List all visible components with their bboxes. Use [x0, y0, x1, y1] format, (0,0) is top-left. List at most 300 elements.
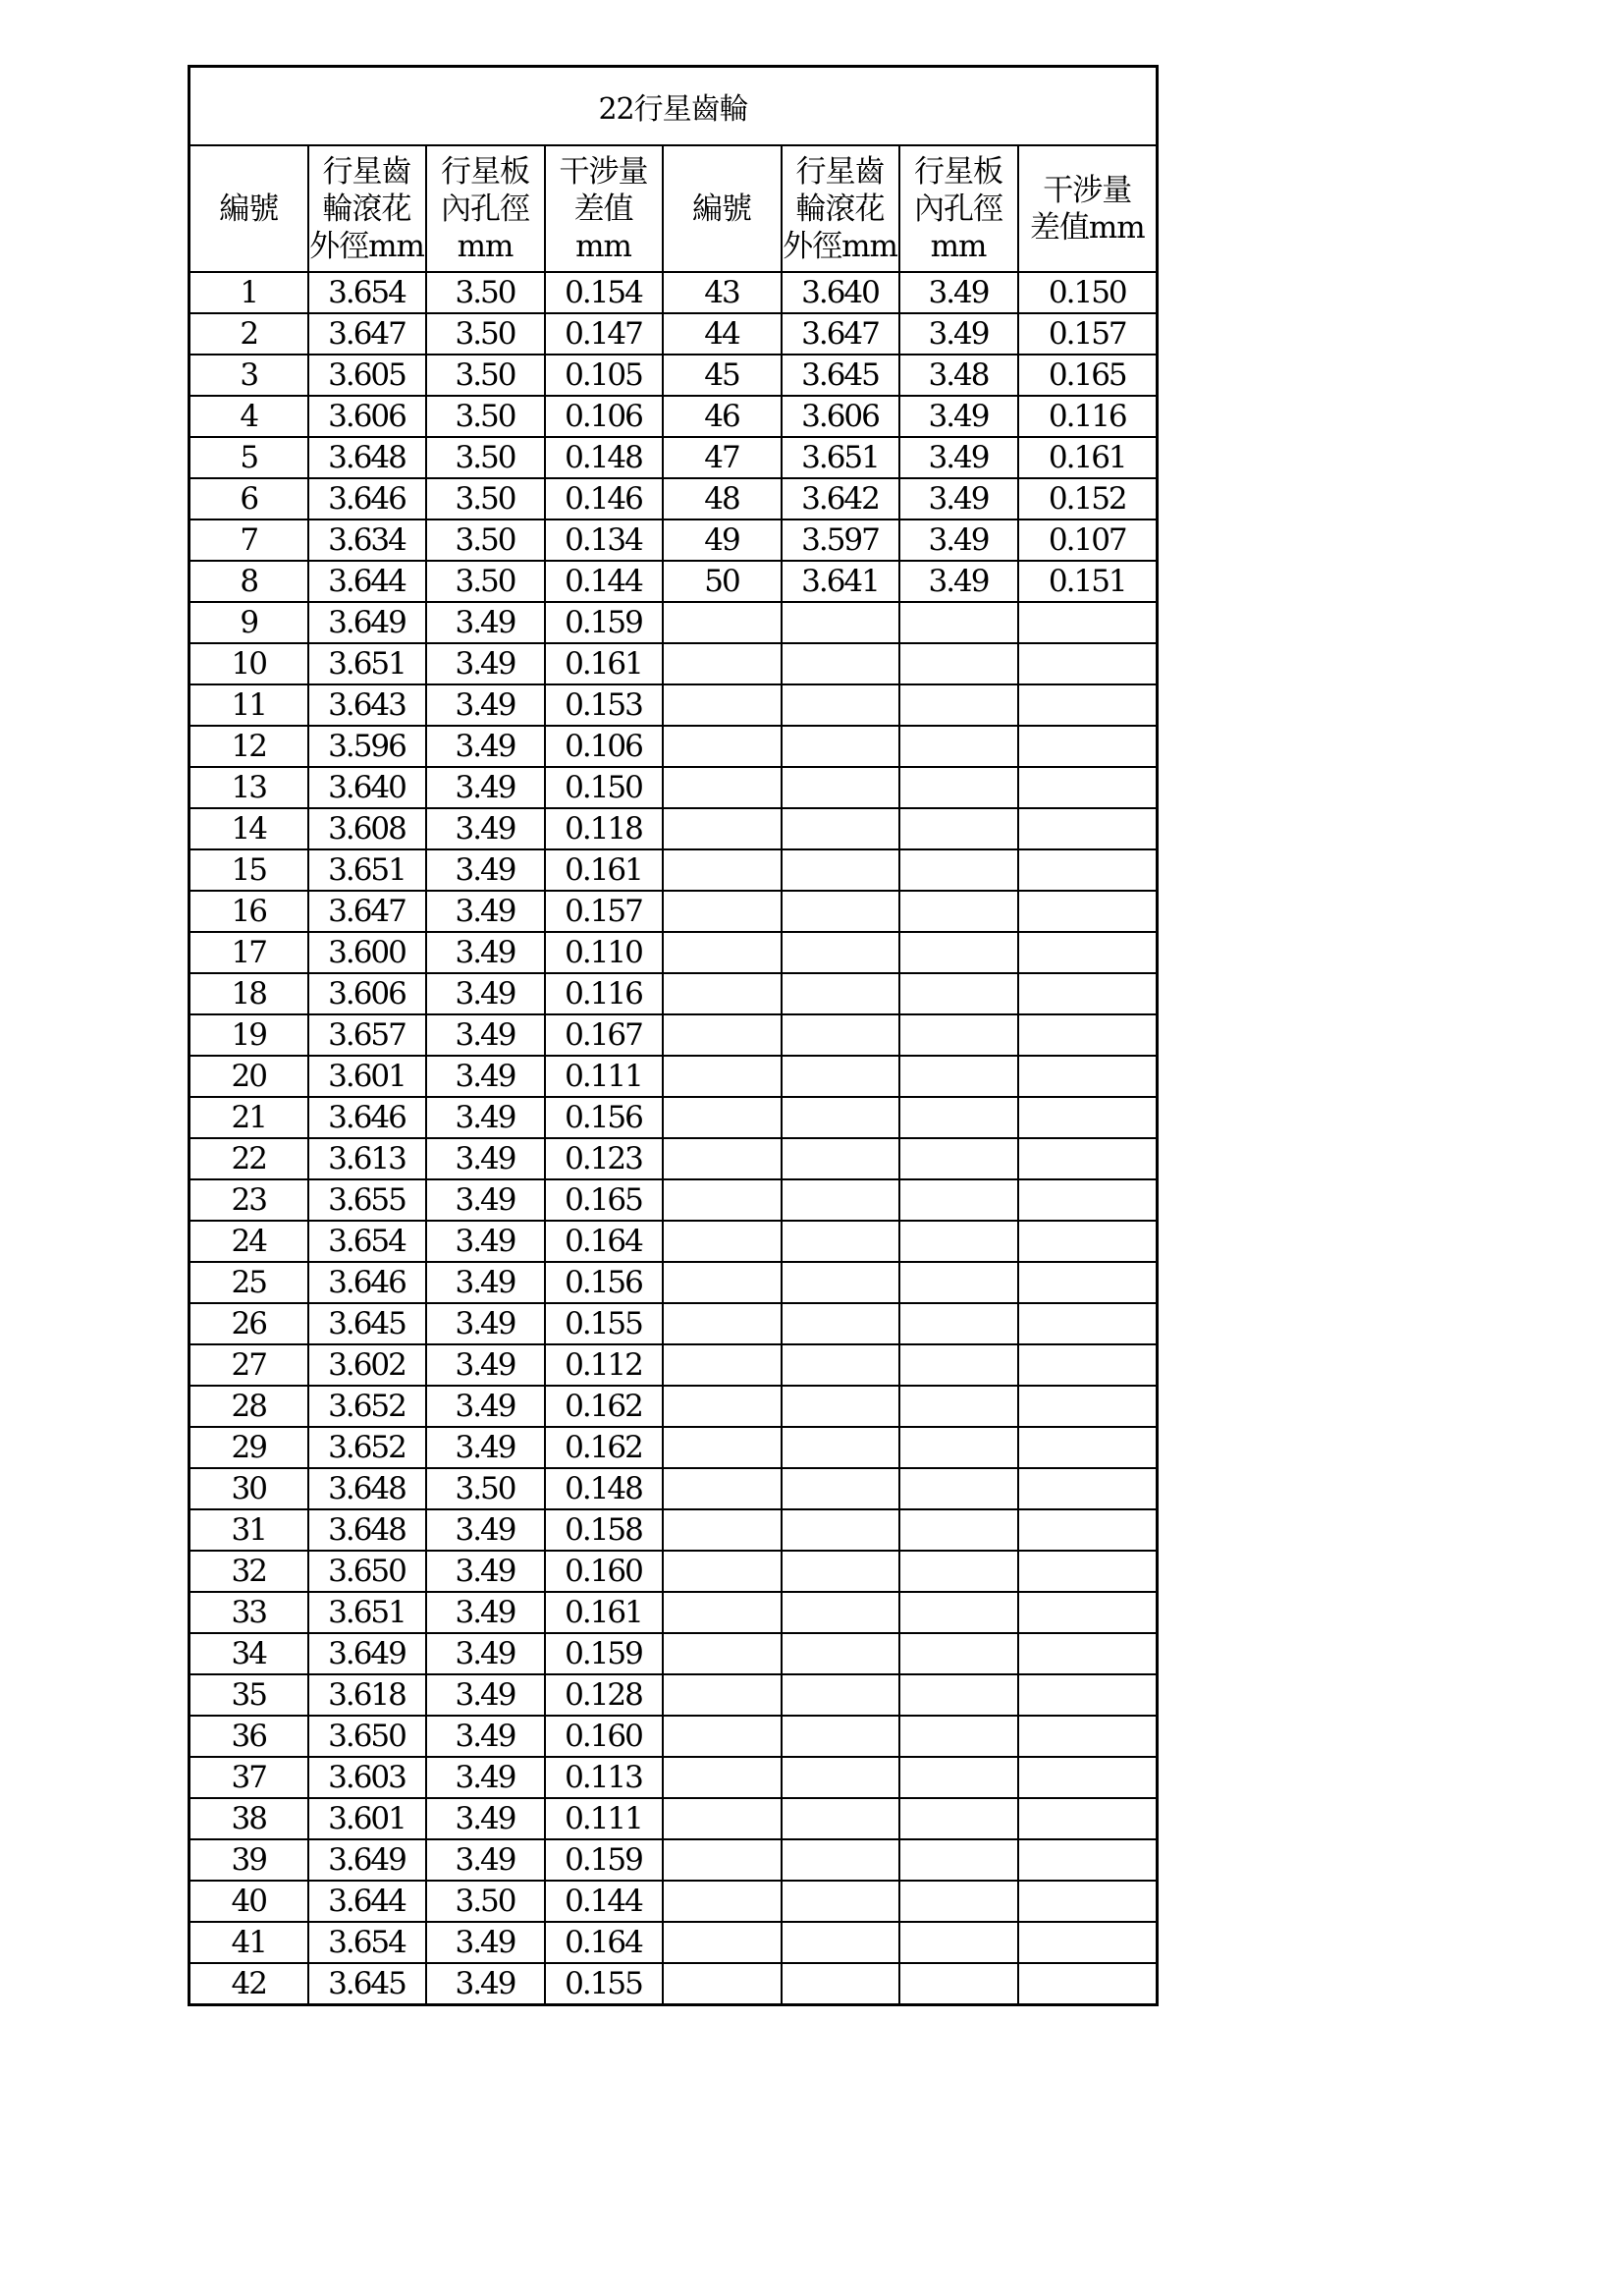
- cell-interference-right: [1018, 1798, 1158, 1839]
- cell-gear-od-left: 3.648: [308, 1509, 426, 1551]
- cell-plate-bore-right: [899, 1344, 1018, 1386]
- cell-plate-bore-right: [899, 684, 1018, 726]
- cell-gear-od-left: 3.645: [308, 1303, 426, 1344]
- cell-interference-left: 0.160: [545, 1551, 663, 1592]
- cell-id-right: [663, 1138, 782, 1179]
- cell-gear-od-right: [782, 684, 899, 726]
- cell-id-right: [663, 1344, 782, 1386]
- cell-gear-od-left: 3.646: [308, 1262, 426, 1303]
- cell-interference-left: 0.162: [545, 1427, 663, 1468]
- cell-gear-od-right: [782, 1592, 899, 1633]
- cell-id-right: [663, 1303, 782, 1344]
- cell-id-left: 18: [189, 973, 308, 1014]
- cell-id-left: 42: [189, 1963, 308, 2005]
- cell-interference-right: 0.107: [1018, 519, 1158, 561]
- cell-interference-right: [1018, 808, 1158, 849]
- cell-id-left: 17: [189, 932, 308, 973]
- cell-interference-left: 0.128: [545, 1674, 663, 1716]
- cell-plate-bore-left: 3.49: [426, 767, 545, 808]
- cell-plate-bore-left: 3.50: [426, 272, 545, 313]
- cell-interference-left: 0.159: [545, 1839, 663, 1881]
- cell-interference-right: [1018, 1303, 1158, 1344]
- cell-interference-left: 0.106: [545, 396, 663, 437]
- table-row: [189, 1509, 1158, 1551]
- cell-plate-bore-right: [899, 1262, 1018, 1303]
- cell-id-right: [663, 1633, 782, 1674]
- cell-interference-left: 0.116: [545, 973, 663, 1014]
- table-row: [189, 1014, 1158, 1056]
- cell-interference-right: [1018, 726, 1158, 767]
- cell-id-left: 5: [189, 437, 308, 478]
- cell-interference-right: [1018, 932, 1158, 973]
- cell-plate-bore-left: 3.49: [426, 932, 545, 973]
- cell-plate-bore-left: 3.49: [426, 602, 545, 643]
- cell-interference-left: 0.164: [545, 1922, 663, 1963]
- cell-interference-right: 0.152: [1018, 478, 1158, 519]
- table-row: [189, 355, 1158, 396]
- table-row: [189, 396, 1158, 437]
- cell-id-right: [663, 1881, 782, 1922]
- cell-plate-bore-left: 3.49: [426, 684, 545, 726]
- cell-plate-bore-right: [899, 643, 1018, 684]
- cell-gear-od-right: [782, 1922, 899, 1963]
- cell-plate-bore-right: 3.49: [899, 437, 1018, 478]
- cell-interference-left: 0.147: [545, 313, 663, 355]
- cell-gear-od-left: 3.606: [308, 396, 426, 437]
- cell-id-left: 13: [189, 767, 308, 808]
- cell-plate-bore-right: 3.49: [899, 396, 1018, 437]
- cell-id-left: 11: [189, 684, 308, 726]
- cell-interference-left: 0.164: [545, 1221, 663, 1262]
- cell-gear-od-left: 3.606: [308, 973, 426, 1014]
- cell-id-right: [663, 1798, 782, 1839]
- cell-gear-od-right: [782, 1509, 899, 1551]
- cell-id-left: 22: [189, 1138, 308, 1179]
- cell-plate-bore-right: [899, 1138, 1018, 1179]
- cell-gear-od-right: [782, 1262, 899, 1303]
- cell-id-left: 38: [189, 1798, 308, 1839]
- cell-plate-bore-left: 3.50: [426, 519, 545, 561]
- cell-interference-right: [1018, 1138, 1158, 1179]
- table-row: [189, 932, 1158, 973]
- table-row: [189, 767, 1158, 808]
- cell-id-right: [663, 1179, 782, 1221]
- cell-interference-right: [1018, 1056, 1158, 1097]
- cell-interference-left: 0.148: [545, 1468, 663, 1509]
- cell-plate-bore-left: 3.49: [426, 1221, 545, 1262]
- cell-plate-bore-left: 3.50: [426, 396, 545, 437]
- table-row: [189, 1468, 1158, 1509]
- cell-gear-od-right: [782, 1716, 899, 1757]
- cell-gear-od-right: 3.606: [782, 396, 899, 437]
- cell-plate-bore-right: [899, 891, 1018, 932]
- cell-gear-od-left: 3.648: [308, 1468, 426, 1509]
- table-row: [189, 643, 1158, 684]
- cell-gear-od-left: 3.647: [308, 891, 426, 932]
- table-row: [189, 1386, 1158, 1427]
- table-row: [189, 1344, 1158, 1386]
- measurement-table: [188, 65, 1159, 2006]
- cell-plate-bore-right: [899, 1674, 1018, 1716]
- cell-gear-od-left: 3.601: [308, 1798, 426, 1839]
- cell-plate-bore-right: [899, 1881, 1018, 1922]
- cell-plate-bore-left: 3.50: [426, 313, 545, 355]
- cell-gear-od-left: 3.650: [308, 1716, 426, 1757]
- cell-interference-right: [1018, 1922, 1158, 1963]
- cell-interference-right: [1018, 1509, 1158, 1551]
- cell-gear-od-right: 3.597: [782, 519, 899, 561]
- cell-interference-right: [1018, 1179, 1158, 1221]
- cell-id-left: 2: [189, 313, 308, 355]
- cell-gear-od-right: [782, 1551, 899, 1592]
- cell-id-right: 49: [663, 519, 782, 561]
- header-plate-bore-right: 行星板 內孔徑 mm: [899, 145, 1018, 272]
- cell-gear-od-right: [782, 767, 899, 808]
- cell-plate-bore-right: [899, 973, 1018, 1014]
- cell-plate-bore-right: [899, 1757, 1018, 1798]
- cell-id-left: 28: [189, 1386, 308, 1427]
- cell-gear-od-left: 3.603: [308, 1757, 426, 1798]
- cell-plate-bore-right: [899, 808, 1018, 849]
- cell-interference-left: 0.118: [545, 808, 663, 849]
- cell-plate-bore-right: [899, 1427, 1018, 1468]
- cell-plate-bore-left: 3.49: [426, 849, 545, 891]
- table-row: [189, 1592, 1158, 1633]
- cell-plate-bore-left: 3.49: [426, 1592, 545, 1633]
- cell-id-right: [663, 1963, 782, 2005]
- cell-interference-right: [1018, 1757, 1158, 1798]
- cell-interference-left: 0.160: [545, 1716, 663, 1757]
- cell-interference-right: [1018, 684, 1158, 726]
- cell-plate-bore-left: 3.49: [426, 726, 545, 767]
- cell-plate-bore-right: [899, 1716, 1018, 1757]
- cell-interference-right: [1018, 1097, 1158, 1138]
- cell-interference-right: [1018, 1881, 1158, 1922]
- table-row: [189, 437, 1158, 478]
- cell-gear-od-right: [782, 726, 899, 767]
- cell-id-left: 1: [189, 272, 308, 313]
- cell-interference-right: [1018, 1262, 1158, 1303]
- cell-gear-od-left: 3.654: [308, 272, 426, 313]
- cell-plate-bore-left: 3.49: [426, 1839, 545, 1881]
- cell-plate-bore-right: [899, 602, 1018, 643]
- cell-plate-bore-right: [899, 1551, 1018, 1592]
- table-row: [189, 519, 1158, 561]
- cell-id-right: [663, 1716, 782, 1757]
- cell-id-right: [663, 891, 782, 932]
- cell-interference-left: 0.144: [545, 1881, 663, 1922]
- cell-gear-od-left: 3.634: [308, 519, 426, 561]
- cell-gear-od-right: [782, 891, 899, 932]
- table-row: [189, 1097, 1158, 1138]
- cell-gear-od-right: [782, 1138, 899, 1179]
- cell-id-left: 34: [189, 1633, 308, 1674]
- cell-gear-od-right: [782, 1757, 899, 1798]
- cell-id-right: 46: [663, 396, 782, 437]
- cell-plate-bore-right: [899, 1179, 1018, 1221]
- cell-gear-od-right: [782, 1303, 899, 1344]
- cell-id-left: 32: [189, 1551, 308, 1592]
- table-row: [189, 1922, 1158, 1963]
- cell-interference-left: 0.161: [545, 849, 663, 891]
- cell-id-left: 12: [189, 726, 308, 767]
- cell-gear-od-left: 3.602: [308, 1344, 426, 1386]
- cell-gear-od-right: 3.642: [782, 478, 899, 519]
- cell-gear-od-right: [782, 1963, 899, 2005]
- cell-interference-right: [1018, 1386, 1158, 1427]
- cell-gear-od-right: 3.647: [782, 313, 899, 355]
- table-row: [189, 1262, 1158, 1303]
- cell-plate-bore-right: [899, 1097, 1018, 1138]
- cell-interference-left: 0.158: [545, 1509, 663, 1551]
- table-row: [189, 973, 1158, 1014]
- cell-interference-left: 0.134: [545, 519, 663, 561]
- cell-plate-bore-left: 3.49: [426, 1509, 545, 1551]
- cell-plate-bore-right: [899, 932, 1018, 973]
- cell-gear-od-right: [782, 1633, 899, 1674]
- cell-gear-od-right: [782, 1344, 899, 1386]
- cell-plate-bore-left: 3.50: [426, 1468, 545, 1509]
- cell-interference-right: [1018, 1963, 1158, 2005]
- cell-gear-od-left: 3.640: [308, 767, 426, 808]
- cell-gear-od-left: 3.651: [308, 849, 426, 891]
- cell-plate-bore-left: 3.50: [426, 355, 545, 396]
- cell-plate-bore-right: [899, 1798, 1018, 1839]
- cell-gear-od-right: [782, 1221, 899, 1262]
- cell-id-left: 26: [189, 1303, 308, 1344]
- cell-id-right: 50: [663, 561, 782, 602]
- cell-id-right: [663, 849, 782, 891]
- cell-gear-od-left: 3.605: [308, 355, 426, 396]
- cell-gear-od-left: 3.645: [308, 1963, 426, 2005]
- cell-interference-left: 0.150: [545, 767, 663, 808]
- cell-plate-bore-left: 3.50: [426, 478, 545, 519]
- cell-gear-od-right: [782, 808, 899, 849]
- cell-plate-bore-right: [899, 1922, 1018, 1963]
- table-row: [189, 1221, 1158, 1262]
- cell-interference-left: 0.154: [545, 272, 663, 313]
- cell-plate-bore-right: [899, 849, 1018, 891]
- cell-interference-right: [1018, 1716, 1158, 1757]
- cell-id-left: 21: [189, 1097, 308, 1138]
- cell-plate-bore-right: 3.49: [899, 519, 1018, 561]
- cell-id-left: 30: [189, 1468, 308, 1509]
- cell-id-right: 44: [663, 313, 782, 355]
- cell-interference-right: [1018, 602, 1158, 643]
- cell-id-left: 41: [189, 1922, 308, 1963]
- cell-id-left: 9: [189, 602, 308, 643]
- table-row: [189, 272, 1158, 313]
- cell-plate-bore-left: 3.49: [426, 891, 545, 932]
- cell-gear-od-right: [782, 1468, 899, 1509]
- header-interference-left: 干涉量 差值 mm: [545, 145, 663, 272]
- cell-interference-left: 0.155: [545, 1303, 663, 1344]
- cell-plate-bore-right: [899, 1468, 1018, 1509]
- header-row: [189, 145, 1158, 272]
- cell-interference-left: 0.156: [545, 1097, 663, 1138]
- cell-plate-bore-right: 3.49: [899, 272, 1018, 313]
- cell-interference-right: [1018, 1344, 1158, 1386]
- cell-gear-od-right: [782, 973, 899, 1014]
- header-id-left: 編號: [189, 145, 308, 272]
- cell-interference-right: 0.116: [1018, 396, 1158, 437]
- cell-id-left: 31: [189, 1509, 308, 1551]
- cell-interference-left: 0.111: [545, 1798, 663, 1839]
- table-row: [189, 1881, 1158, 1922]
- cell-plate-bore-left: 3.49: [426, 1303, 545, 1344]
- cell-plate-bore-left: 3.49: [426, 1922, 545, 1963]
- cell-gear-od-left: 3.644: [308, 1881, 426, 1922]
- cell-gear-od-left: 3.654: [308, 1922, 426, 1963]
- cell-gear-od-right: [782, 1798, 899, 1839]
- cell-id-right: [663, 1757, 782, 1798]
- cell-gear-od-right: [782, 1056, 899, 1097]
- cell-id-right: [663, 808, 782, 849]
- cell-interference-right: [1018, 643, 1158, 684]
- cell-interference-right: [1018, 891, 1158, 932]
- cell-id-left: 40: [189, 1881, 308, 1922]
- cell-plate-bore-left: 3.49: [426, 808, 545, 849]
- cell-plate-bore-left: 3.49: [426, 1674, 545, 1716]
- cell-interference-right: 0.151: [1018, 561, 1158, 602]
- cell-interference-right: [1018, 973, 1158, 1014]
- cell-interference-right: 0.161: [1018, 437, 1158, 478]
- cell-interference-right: [1018, 1839, 1158, 1881]
- cell-gear-od-left: 3.651: [308, 643, 426, 684]
- cell-id-left: 35: [189, 1674, 308, 1716]
- table-row: [189, 602, 1158, 643]
- table-row: [189, 1138, 1158, 1179]
- cell-interference-left: 0.112: [545, 1344, 663, 1386]
- table-row: [189, 1179, 1158, 1221]
- cell-plate-bore-left: 3.49: [426, 1633, 545, 1674]
- cell-id-left: 39: [189, 1839, 308, 1881]
- cell-interference-left: 0.161: [545, 1592, 663, 1633]
- cell-id-left: 14: [189, 808, 308, 849]
- cell-id-left: 6: [189, 478, 308, 519]
- table-row: [189, 1056, 1158, 1097]
- table-row: [189, 726, 1158, 767]
- cell-gear-od-left: 3.647: [308, 313, 426, 355]
- cell-id-right: 45: [663, 355, 782, 396]
- cell-plate-bore-left: 3.49: [426, 1963, 545, 2005]
- cell-interference-left: 0.155: [545, 1963, 663, 2005]
- cell-id-left: 36: [189, 1716, 308, 1757]
- cell-plate-bore-left: 3.49: [426, 1014, 545, 1056]
- cell-gear-od-right: 3.641: [782, 561, 899, 602]
- cell-gear-od-left: 3.596: [308, 726, 426, 767]
- table-row: [189, 1674, 1158, 1716]
- cell-gear-od-right: 3.645: [782, 355, 899, 396]
- cell-gear-od-right: [782, 1014, 899, 1056]
- cell-gear-od-left: 3.654: [308, 1221, 426, 1262]
- cell-gear-od-left: 3.649: [308, 1839, 426, 1881]
- cell-interference-left: 0.167: [545, 1014, 663, 1056]
- cell-gear-od-left: 3.643: [308, 684, 426, 726]
- cell-gear-od-right: [782, 1097, 899, 1138]
- cell-gear-od-left: 3.657: [308, 1014, 426, 1056]
- cell-gear-od-left: 3.649: [308, 1633, 426, 1674]
- table-row: [189, 808, 1158, 849]
- cell-gear-od-left: 3.601: [308, 1056, 426, 1097]
- cell-plate-bore-left: 3.49: [426, 1097, 545, 1138]
- table-body: [189, 272, 1158, 2005]
- header-gear-od-right: 行星齒 輪滾花 外徑mm: [782, 145, 899, 272]
- cell-id-right: [663, 1551, 782, 1592]
- table-row: [189, 1633, 1158, 1674]
- cell-interference-left: 0.159: [545, 602, 663, 643]
- header-interference-right: 干涉量 差值mm: [1018, 145, 1158, 272]
- header-plate-bore-left: 行星板 內孔徑 mm: [426, 145, 545, 272]
- cell-id-right: [663, 1097, 782, 1138]
- cell-interference-right: [1018, 1014, 1158, 1056]
- cell-interference-left: 0.148: [545, 437, 663, 478]
- cell-id-left: 3: [189, 355, 308, 396]
- cell-interference-left: 0.159: [545, 1633, 663, 1674]
- cell-gear-od-right: 3.651: [782, 437, 899, 478]
- cell-gear-od-right: [782, 932, 899, 973]
- cell-interference-left: 0.144: [545, 561, 663, 602]
- cell-id-left: 23: [189, 1179, 308, 1221]
- cell-interference-right: 0.157: [1018, 313, 1158, 355]
- cell-gear-od-left: 3.651: [308, 1592, 426, 1633]
- cell-interference-left: 0.111: [545, 1056, 663, 1097]
- cell-gear-od-left: 3.646: [308, 1097, 426, 1138]
- cell-plate-bore-right: [899, 1221, 1018, 1262]
- cell-plate-bore-right: 3.49: [899, 313, 1018, 355]
- cell-plate-bore-right: [899, 1963, 1018, 2005]
- cell-plate-bore-left: 3.50: [426, 1881, 545, 1922]
- cell-plate-bore-left: 3.50: [426, 561, 545, 602]
- cell-plate-bore-left: 3.50: [426, 437, 545, 478]
- cell-id-right: [663, 1674, 782, 1716]
- cell-interference-right: [1018, 1427, 1158, 1468]
- cell-id-left: 8: [189, 561, 308, 602]
- cell-interference-right: 0.165: [1018, 355, 1158, 396]
- cell-plate-bore-right: [899, 767, 1018, 808]
- cell-interference-right: [1018, 1592, 1158, 1633]
- cell-plate-bore-left: 3.49: [426, 1716, 545, 1757]
- cell-id-right: [663, 1221, 782, 1262]
- table-row: [189, 1839, 1158, 1881]
- cell-gear-od-left: 3.608: [308, 808, 426, 849]
- cell-plate-bore-right: [899, 726, 1018, 767]
- cell-id-right: [663, 643, 782, 684]
- cell-gear-od-right: [782, 1839, 899, 1881]
- cell-interference-left: 0.105: [545, 355, 663, 396]
- cell-interference-left: 0.106: [545, 726, 663, 767]
- table-row: [189, 684, 1158, 726]
- cell-interference-right: [1018, 1221, 1158, 1262]
- cell-id-right: [663, 1468, 782, 1509]
- cell-gear-od-right: [782, 602, 899, 643]
- cell-plate-bore-left: 3.49: [426, 1262, 545, 1303]
- cell-interference-left: 0.156: [545, 1262, 663, 1303]
- cell-interference-left: 0.161: [545, 643, 663, 684]
- cell-gear-od-right: [782, 1881, 899, 1922]
- table-row: [189, 1798, 1158, 1839]
- cell-plate-bore-left: 3.49: [426, 643, 545, 684]
- cell-id-right: [663, 973, 782, 1014]
- cell-interference-left: 0.153: [545, 684, 663, 726]
- cell-id-left: 27: [189, 1344, 308, 1386]
- cell-interference-right: [1018, 849, 1158, 891]
- cell-gear-od-right: [782, 643, 899, 684]
- cell-id-left: 16: [189, 891, 308, 932]
- cell-interference-right: [1018, 1674, 1158, 1716]
- cell-gear-od-right: [782, 1179, 899, 1221]
- cell-plate-bore-left: 3.49: [426, 1798, 545, 1839]
